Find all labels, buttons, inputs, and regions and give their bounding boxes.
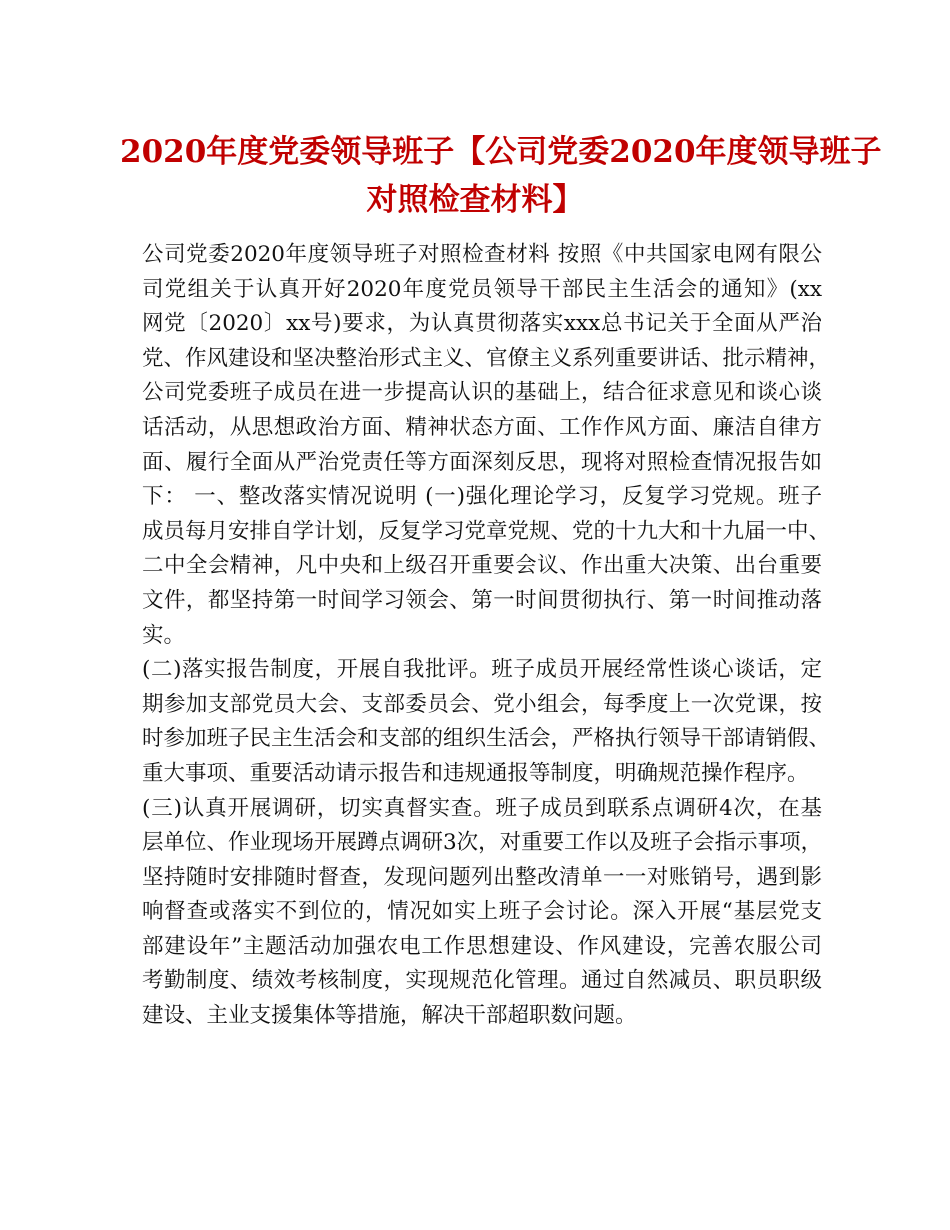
text-line: 时参加班子民主生活会和支部的组织生活会，严格执行领导干部请销假、 bbox=[142, 726, 831, 752]
text-line: 部建设年”主题活动加强农电工作思想建设、作风建设，完善农服公司 bbox=[142, 933, 822, 959]
text-line: 响督查或落实不到位的，情况如实上班子会讨论。深入开展“基层党支 bbox=[142, 899, 822, 925]
text-line: 成员每月安排自学计划，反复学习党章党规、党的十九大和十九届一中、 bbox=[142, 518, 831, 544]
text-line: 考勤制度、绩效考核制度，实现规范化管理。通过自然减员、职员职级 bbox=[142, 968, 822, 994]
text-line: 二中全会精神，凡中央和上级召开重要会议、作出重大决策、出台重要 bbox=[142, 553, 822, 579]
document-title bbox=[120, 128, 882, 224]
text-line: 层单位、作业现场开展蹲点调研3次，对重要工作以及班子会指示事项， bbox=[142, 830, 823, 856]
text-line: 坚持随时安排随时督查，发现问题列出整改清单一一对账销号，遇到影 bbox=[142, 864, 822, 890]
text-line: 下： 一、整改落实情况说明 (一)强化理论学习，反复学习党规。班子 bbox=[142, 484, 822, 510]
text-line: 重大事项、重要活动请示报告和违规通报等制度，明确规范操作程序。 bbox=[142, 760, 809, 786]
text-line: (三)认真开展调研，切实真督实查。班子成员到联系点调研4次，在基 bbox=[142, 795, 822, 821]
text-line: 网党〔2020〕xx号)要求，为认真贯彻落实xxx总书记关于全面从严治 bbox=[142, 311, 822, 337]
text-line: 面、履行全面从严治党责任等方面深刻反思，现将对照检查情况报告如 bbox=[142, 449, 822, 475]
text-line: (二)落实报告制度，开展自我批评。班子成员开展经常性谈心谈话，定 bbox=[142, 657, 822, 683]
text-line: 实。 bbox=[142, 622, 186, 648]
text-line: 话活动，从思想政治方面、精神状态方面、工作作风方面、廉洁自律方 bbox=[142, 414, 822, 440]
title-line: 2020年度党委领导班子【公司党委2020年度领导班子 bbox=[120, 134, 882, 170]
paragraph-section-3 bbox=[142, 792, 822, 1034]
title-line: 对照检查材料】 bbox=[366, 182, 584, 218]
text-line: 公司党委班子成员在进一步提高认识的基础上，结合征求意见和谈心谈 bbox=[142, 380, 822, 406]
text-line: 建设、主业支援集体等措施，解决干部超职数问题。 bbox=[142, 1003, 637, 1029]
paragraph-intro bbox=[142, 238, 831, 653]
text-line: 期参加支部党员大会、支部委员会、党小组会，每季度上一次党课，按 bbox=[142, 691, 822, 717]
text-line: 司党组关于认真开好2020年度党员领导干部民主生活会的通知》(xx bbox=[142, 276, 822, 302]
text-line: 党、作风建设和坚决整治形式主义、官僚主义系列重要讲话、批示精神， bbox=[142, 345, 831, 371]
document-body bbox=[142, 238, 831, 1034]
text-line: 文件，都坚持第一时间学习领会、第一时间贯彻执行、第一时间推动落 bbox=[142, 587, 822, 613]
paragraph-section-2 bbox=[142, 653, 831, 791]
text-line: 公司党委2020年度领导班子对照检查材料 按照《中共国家电网有限公 bbox=[142, 242, 822, 267]
